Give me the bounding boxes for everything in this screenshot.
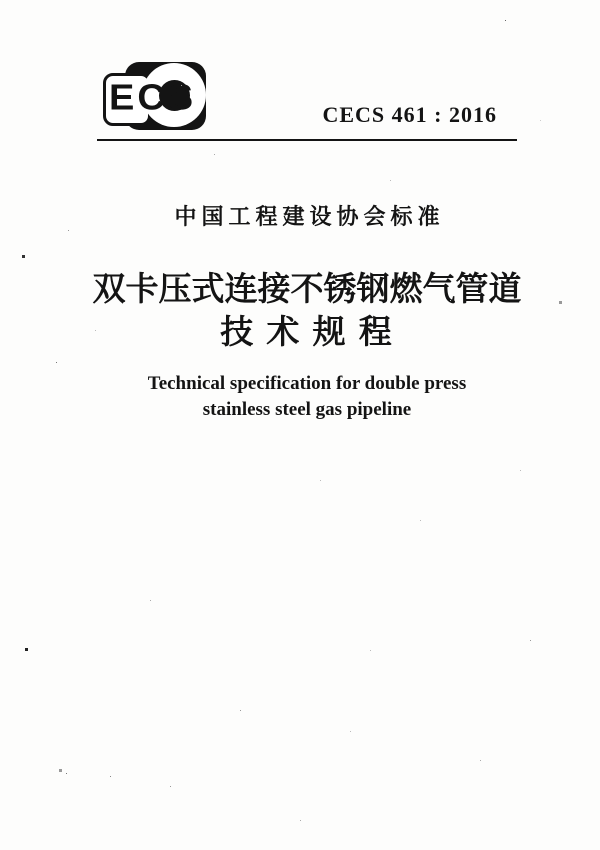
title-chinese <box>14 270 600 351</box>
title-english-line-1: Technical specification for double press <box>147 373 467 394</box>
title-chinese-line-2: 技 术 规 程 <box>220 313 394 350</box>
header-rule <box>97 139 517 141</box>
title-chinese-line-1: 双卡压式连接不锈钢燃气管道 <box>92 270 522 307</box>
logo-letters: ECS <box>109 78 197 118</box>
association-standard-label: 中国工程建设协会标准 <box>174 204 445 229</box>
scan-noise-specks <box>0 0 1 1</box>
title-english-line-2: stainless steel gas pipeline <box>202 399 412 420</box>
title-english <box>14 371 600 423</box>
standard-code: CECS 461 : 2016 <box>322 102 497 127</box>
